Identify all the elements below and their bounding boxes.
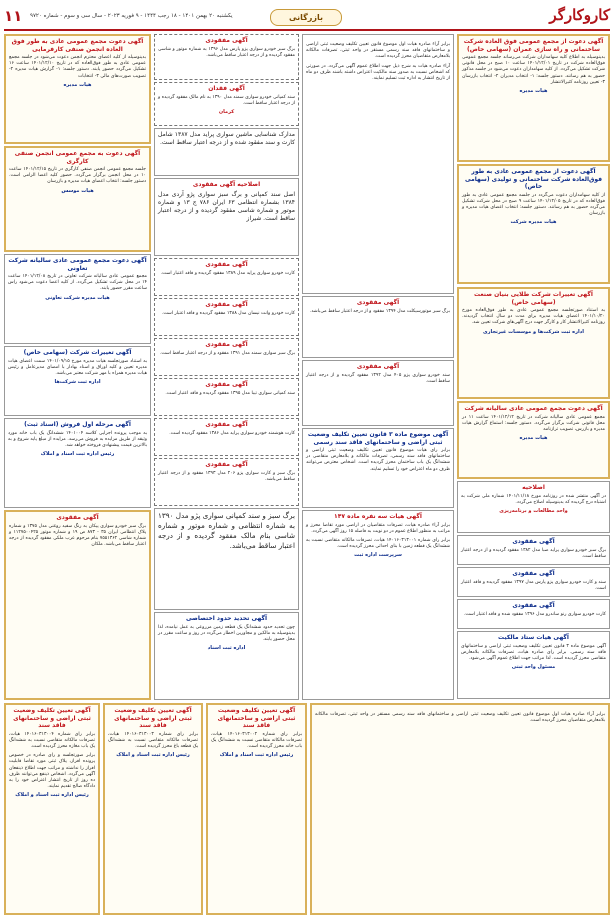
ad-block bbox=[4, 34, 151, 144]
ad-block bbox=[154, 458, 299, 506]
ad-block bbox=[154, 82, 299, 126]
ad-title: آگهی مفقودی bbox=[56, 514, 99, 521]
ad-footer: کرمان bbox=[218, 108, 235, 115]
ad-block bbox=[4, 146, 151, 252]
dateline: یکشنبه ۲۰ بهمن ۱۴۰۱ - ۱۸ رجب ۱۴۴۴ - ۹ فوریه ۲۰۲۳ - سال سی و سوم - شماره ۹۷۲۰ bbox=[30, 13, 233, 19]
ad-footer: اداره ثبت شرکت‌ها bbox=[54, 379, 101, 386]
ad-block bbox=[457, 401, 610, 479]
ad-block bbox=[4, 510, 151, 700]
ad-body: برگ سبز سواری سمند مدل ۱۳۹۱ مفقود و از درجه اعتبار ساقط است. bbox=[159, 350, 295, 356]
ad-body: مجمع عمومی عادی سالیانه شرکت در تاریخ ۱۴۰۱/۱۲/۱۲ ساعت ۱۱ در محل قانونی شرکت برگزار می‌گردد. دستور جلسه: استماع گزارش هیات مدیره و بازرس، تصویب ترازنامه bbox=[462, 414, 605, 432]
ad-body: سند کمپانی خودرو سواری سمند مدل ۱۳۹۰ به نام مالک مفقود گردیده و از درجه اعتبار ساقط است. bbox=[158, 94, 295, 106]
ad-title: آگهی فقدان bbox=[208, 85, 245, 92]
ad-footer: مسئول واحد ثبتی bbox=[511, 664, 556, 671]
ad-body: برابر رای شماره ۱۴۰۱۶۰۳۱۳۰۰۳ هیات، تصرفات مالکانه متقاضی نسبت به ششدانگ یک قطعه باغ محرز گردیده است. bbox=[108, 731, 198, 749]
ad-title: اصلاحیه آگهی مفقودی bbox=[192, 181, 261, 188]
ad-body: برگ سبز خودرو سواری پراید صبا مدل ۱۳۸۲ مفقود گردیده و از درجه اعتبار ساقط است. bbox=[461, 547, 606, 559]
ad-body: به استناد صورتجلسه هیات مدیره مورخ ۱۴۰۱/۰۹/۱۵ سمت اعضای هیات مدیره تعیین و کلیه اوراق و اسناد بهادار با امضای مدیرعامل و رئیس هیات مدیره همراه با مهر شرکت معتبر می‌باشد. bbox=[8, 358, 147, 376]
ad-body: آگهی موضوع ماده ۳ قانون تعیین تکلیف وضعیت ثبتی اراضی و ساختمانهای فاقد سند رسمی. برابر رای صادره هیات، تصرفات مالکانه بلامعارض متقاضی محرز گردیده است. لذا مراتب جهت اطلاع عموم آگهی می‌شود. bbox=[461, 643, 607, 661]
ad-body: کارت هوشمند خودرو سواری پراید مدل ۱۳۸۶ مفقود گردیده است. bbox=[169, 430, 295, 436]
ad-body: در آگهی منتشر شده در روزنامه مورخ ۱۴۰۱/۱۱/۱۸ شماره ملی شرکت به اشتباه درج گردیده که بدینوسیله اصلاح می‌گردد. bbox=[461, 493, 606, 505]
ad-title: آگهی تغییرات شرکت طلایی بنیان صنعت (سهامی خاص) bbox=[474, 291, 593, 306]
ad-title: آگهی مفقودی bbox=[205, 381, 248, 388]
ad-body: به استناد صورتجلسه مجمع عمومی عادی به طور فوق‌العاده مورخ ۱۴۰۱/۱۰/۲۰ اعضای هیات مدیره برای مدت دو سال انتخاب گردیدند. روزنامه کثیرالانتشار کار و کارگر جهت درج آگهی‌های شرکت تعیین شد. bbox=[462, 308, 605, 326]
ad-body: جلسه مجمع عمومی انجمن صنفی کارگری در تاریخ ۱۴۰۱/۱۲/۱۵ ساعت ۱۰ در محل انجمن برگزار می‌گردد. حضور کلیه اعضا الزامی است. دستور جلسه: انتخاب اعضای هیات مدیره و بازرسان bbox=[9, 167, 147, 185]
ad-block bbox=[154, 418, 299, 456]
ad-footer: هیات مدیره شرکت bbox=[510, 219, 557, 226]
ad-block bbox=[457, 631, 610, 699]
ad-body: برگ سبز و کارت سواری پژو ۲۰۶ مدل ۱۳۹۳ مفقود و از درجه اعتبار ساقط می‌باشد. bbox=[158, 470, 295, 482]
ad-body: برابر آراء صادره هیات اول موضوع قانون تعیین تکلیف وضعیت ثبتی اراضی و ساختمانهای فاقد سند رسمی مستقر در واحد ثبتی، تصرفات مالکانه بلامعارض متقاضیان محرز گردیده است. bbox=[315, 712, 605, 724]
ad-body: بدینوسیله به اطلاع کلیه سهامداران شرکت می‌رساند جلسه مجمع عمومی فوق‌العاده شرکت در تاریخ ۱۴۰۱/۱۲/۰۱ ساعت ۱۰ صبح در محل قانونی شرکت تشکیل می‌گردد. از کلیه سهامداران دعوت می‌شود در جلسه مذکور حضور به هم رسانند. دستور جلسه: ۱- انتخاب مدیران ۲- انتخاب بازرسان ۳- تعیین روزنامه کثیرالانتشار bbox=[462, 55, 605, 85]
ad-title: آگهی مفقودی bbox=[205, 421, 248, 428]
ad-title: آگهی موضوع ماده ۳ قانون تعیین تکلیف وضعیت ثبتی اراضی و ساختمانهای فاقد سند رسمی bbox=[307, 431, 449, 446]
header-rule bbox=[4, 29, 610, 31]
ad-title: آگهی هیات ستاد مالکیت bbox=[498, 634, 569, 641]
ad-title: آگهی مفقودی bbox=[512, 602, 555, 609]
ad-title: آگهی دعوت از مجمع عمومی عادی به طور فوق‌العاده شرکت ساختمانی و تولیدی (سهامی خاص) bbox=[464, 168, 603, 190]
ad-body: برابر صورتجلسه و رای صادره در خصوص پرونده افراز، پلاک ثبتی مورد تقاضا قابلیت افراز را نداشته و مراتب جهت اطلاع ذینفعان آگهی می‌گردد. اشخاص ذینفع می‌توانند ظرف ده روز از تاریخ انتشار اعتراض خود را به دادگاه صالح تقدیم نمایند. bbox=[9, 753, 95, 790]
ad-block bbox=[302, 296, 454, 358]
ad-block bbox=[302, 428, 454, 508]
ad-body: چون تحدید حدود ششدانگ یک قطعه زمین مزروعی به عمل نیامده، لذا بدینوسیله به مالکین و مجاورین اخطار می‌گردد در روز و ساعت مقرر در محل حضور یابند. bbox=[158, 624, 295, 642]
ad-title: آگهی دعوت به مجمع عمومی انجمن صنفی کارگری bbox=[14, 150, 141, 165]
ad-footer: هیات مدیره شرکت تعاونی bbox=[45, 294, 110, 301]
ad-footer: هیات مدیره bbox=[519, 88, 548, 95]
ad-body: آراء صادره هیات به شرح ذیل جهت اطلاع عموم آگهی می‌گردد. در صورتی که اشخاص نسبت به صدور سند مالکیت اعتراض داشته باشند ظرف دو ماه از تاریخ انتشار به اداره ثبت تسلیم نمایند. bbox=[306, 63, 450, 82]
ad-block bbox=[457, 535, 610, 565]
ad-body: برگ سبز خودرو سواری پیکان به رنگ سفید روغنی مدل ۱۳۷۵ و شماره پلاک انتظامی ایران ۳۵ - ۸۷۳ ص ۱۹ و شماره موتور ۱۱۲۷۵۰۰۴۲۵ و شماره شاسی ۷۵۵۱۳۶۲ بنام مرحوم عرب ملکی مفقود گردیده از درجه اعتبار ساقط می‌باشد. ملکان bbox=[9, 523, 146, 548]
ad-block bbox=[302, 34, 454, 294]
masthead bbox=[4, 6, 610, 28]
ad-body: برگ سبز و سند کمپانی سواری پژو مدل ۱۳۹۰ به شماره انتظامی و شماره موتور و شماره شاسی بنام مالک مفقود گردیده و از درجه اعتبار ساقط می‌باشد. bbox=[158, 511, 295, 550]
ad-body: مدارک شناسایی ماشین سواری پراید مدل ۱۳۸۷ شامل کارت و سند مفقود شده و از درجه اعتبار ساقط است. bbox=[158, 131, 295, 146]
ad-title: آگهی مفقودی bbox=[205, 261, 248, 268]
page-number: ۱۱ bbox=[4, 7, 23, 25]
ad-body: برابر آراء صادره هیات، تصرفات متقاضیان در اراضی مورد تقاضا محرز و مراتب به منظور اطلاع عموم در دو نوبت به فاصله ۱۵ روز آگهی می‌گردد. bbox=[306, 522, 450, 534]
ad-body: به موجب پرونده اجرایی کلاسه ۱۴۰۱۰۰۴ ششدانگ یک باب خانه مورد وثیقه از طریق مزایده به فروش می‌رسد. مزایده از مبلغ پایه شروع و به بالاترین قیمت پیشنهادی فروخته خواهد شد. bbox=[8, 430, 147, 448]
ad-footer: سرپرست اداره ثبت bbox=[354, 552, 402, 559]
ad-title: آگهی دعوت مجمع عمومی عادی به طور فوق العاده انجمن صنفی کارفرمایی bbox=[11, 38, 144, 53]
ad-body: کارت خودرو سواری رنو ساندرو مدل ۱۳۹۶ مفقود شده و فاقد اعتبار است. bbox=[463, 611, 606, 617]
ad-footer: رئیس اداره ثبت اسناد و املاک bbox=[116, 752, 190, 759]
ad-body: سند کمپانی سواری تیبا مدل ۱۳۹۵ مفقود گردیده و فاقد اعتبار است. bbox=[165, 390, 295, 396]
ad-block bbox=[457, 287, 610, 399]
ad-body: بدینوسیله از کلیه اعضای محترم انجمن دعوت می‌شود در جلسه مجمع عمومی عادی به طور فوق‌العاده که در تاریخ ۱۴۰۱/۱۲/۱۰ ساعت ۱۶ تشکیل می‌گردد حضور یابند. دستور جلسه: ۱- گزارش هیات مدیره ۲- تصویب صورت‌های مالی ۳- انتخابات bbox=[9, 55, 146, 79]
ad-title: آگهی دعوت از مجمع عمومی فوق العاده شرکت ساختمانی و راه سازی عمران (سهامی خاص) bbox=[463, 38, 604, 53]
section-badge: بازرگانی bbox=[270, 9, 342, 26]
ad-block bbox=[457, 164, 610, 284]
ad-body: مجمع عمومی عادی سالیانه شرکت تعاونی در تاریخ ۱۴۰۱/۱۲/۰۸ ساعت ۱۴ در محل شرکت تشکیل می‌گردد. از کلیه اعضا دعوت می‌شود راس ساعت مقرر حضور یابند. bbox=[8, 274, 147, 292]
newspaper-logo: کاروکارگر bbox=[549, 6, 610, 24]
ad-block bbox=[302, 510, 454, 700]
ad-footer: رئیس اداره ثبت اسناد و املاک bbox=[40, 451, 115, 458]
ad-block bbox=[4, 346, 151, 416]
ad-block bbox=[154, 612, 299, 700]
ad-body: برگ سبز موتورسیکلت مدل ۱۳۹۴ مفقود و از درجه اعتبار ساقط می‌باشد. bbox=[309, 308, 450, 314]
ad-title: آگهی تغییرات شرکت (سهامی خاص) bbox=[23, 349, 132, 356]
ad-body: سند و کارت خودرو سواری پژو پارس مدل ۱۳۹۷ مفقود گردیده و فاقد اعتبار است. bbox=[461, 579, 606, 591]
ad-block bbox=[310, 703, 610, 915]
ad-title: آگهی مفقودی bbox=[205, 301, 248, 308]
ad-block bbox=[4, 254, 151, 344]
ad-title: آگهی مفقودی bbox=[512, 538, 555, 545]
ad-title: آگهی تعیین تکلیف وضعیت ثبتی اراضی و ساختمانهای فاقد سند bbox=[217, 707, 296, 729]
ad-footer: اداره ثبت شرکت‌ها و موسسات غیرتجاری bbox=[483, 328, 584, 335]
ad-body: اصل سند کمپانی و برگ سبز سواری پژو آردی مدل ۱۳۸۴ بشماره انتظامی ۶۳ ایران ۷۸۶ ج ۱۳ و شماره موتور و شماره شاسی مفقود گردیده و از درجه اعتبار ساقط است. شیراز bbox=[158, 190, 296, 222]
ad-title: آگهی دعوت مجمع عمومی عادی سالیانه شرکت تعاونی bbox=[8, 257, 147, 272]
ad-body: کارت خودرو سواری پراید مدل ۱۳۸۹ مفقود گردیده و فاقد اعتبار است. bbox=[160, 270, 295, 276]
ad-footer: رئیس اداره ثبت اسناد و املاک bbox=[15, 792, 89, 799]
ad-body: برابر آراء صادره هیات اول موضوع قانون تعیین تکلیف وضعیت ثبتی اراضی و ساختمانهای فاقد سند رسمی مستقر در واحد ثبتی، تصرفات مالکانه بلامعارض متقاضیان محرز گردیده است. bbox=[306, 42, 450, 60]
ad-title: آگهی مرحله اول فروش (اسناد ثبت) bbox=[24, 421, 131, 428]
ad-block bbox=[457, 567, 610, 597]
ad-body: برابر رای شماره ۱۴۰۱۶۰۳۱۳۰۰۲ هیات، تصرفات مالکانه متقاضی نسبت به ششدانگ یک باب خانه محرز گردیده است. bbox=[211, 731, 302, 749]
ad-block bbox=[302, 360, 454, 426]
ad-footer: هیات مدیره bbox=[63, 81, 92, 88]
ad-block bbox=[154, 338, 299, 376]
ad-body: برابر رای شماره ۱۴۰۱۶۰۳۱۳۰۰۱ هیات، تصرفات مالکانه متقاضی نسبت به ششدانگ یک قطعه زمین با بنای احداثی محرز گردیده است. bbox=[306, 537, 451, 550]
ad-block bbox=[457, 481, 610, 533]
ad-block bbox=[154, 258, 299, 296]
ad-title: آگهی دعوت مجمع عمومی عادی سالیانه شرکت bbox=[464, 405, 603, 412]
ad-block bbox=[103, 703, 203, 915]
ad-title: آگهی مفقودی bbox=[205, 37, 248, 44]
ad-body: از کلیه سهامداران دعوت می‌گردد در جلسه مجمع عمومی عادی به طور فوق‌العاده که در تاریخ ۱۴۰۱/۱۲/۰۵ ساعت ۹ صبح در محل شرکت تشکیل می‌گردد حضور به هم رسانند. دستور جلسه: انتخاب اعضای هیات مدیره و بازرسان bbox=[462, 192, 605, 217]
ad-block bbox=[457, 599, 610, 629]
ad-block bbox=[4, 703, 100, 915]
ad-title: آگهی مفقودی bbox=[205, 461, 248, 468]
ad-title: آگهی تعیین تکلیف وضعیت ثبتی اراضی و ساختمانهای فاقد سند bbox=[13, 707, 91, 729]
ad-body: برابر رای شماره ۱۴۰۱۶۰۳۱۳۰۰۴ هیات، تصرفات مالکانه متقاضی نسبت به ششدانگ یک باب مغازه محرز گردیده است. bbox=[9, 731, 95, 749]
ad-title: آگهی تحدید حدود اختصاصی bbox=[185, 615, 268, 622]
ad-body: سند خودرو سواری پژو ۴۰۵ مدل ۱۳۹۲ مفقود گردیده و از درجه اعتبار ساقط است. bbox=[306, 372, 451, 384]
ad-block bbox=[154, 34, 299, 80]
ad-title: اصلاحیه bbox=[522, 484, 545, 491]
ad-footer: هیات موسس bbox=[61, 187, 94, 194]
ad-footer: اداره ثبت اسناد bbox=[207, 645, 246, 652]
ad-block bbox=[154, 298, 299, 336]
ad-block bbox=[154, 508, 299, 610]
ad-footer: رئیس اداره ثبت اسناد و املاک bbox=[219, 752, 294, 759]
ad-block bbox=[457, 34, 610, 162]
ad-block bbox=[206, 703, 307, 915]
ad-block bbox=[154, 128, 299, 176]
ad-block bbox=[154, 378, 299, 416]
ad-title: آگهی هیات سه نفره ماده ۱۴۷ bbox=[334, 513, 422, 520]
ad-title: آگهی مفقودی bbox=[356, 363, 400, 370]
ad-block bbox=[154, 178, 299, 256]
ad-body: برابر رای هیات موضوع قانون تعیین تکلیف وضعیت ثبتی اراضی و ساختمانهای فاقد سند رسمی، تصرفات مالکانه و بلامعارض متقاضی در ششدانگ یک باب ساختمان محرز گردیده است. اشخاص معترض می‌توانند ظرف دو ماه اعتراض خود را تسلیم نمایند. bbox=[306, 448, 450, 472]
ad-body: کارت خودرو وانت نیسان مدل ۱۳۸۸ مفقود گردیده و فاقد اعتبار است. bbox=[161, 310, 295, 316]
ad-footer: هیات مدیره bbox=[519, 435, 548, 442]
ad-title: آگهی مفقودی bbox=[356, 299, 400, 306]
ad-block bbox=[4, 418, 151, 508]
ad-title: آگهی مفقودی bbox=[512, 570, 555, 577]
ad-title: آگهی مفقودی bbox=[205, 341, 248, 348]
ad-footer: واحد مطالعات و برنامه‌ریزی bbox=[499, 507, 568, 514]
ad-title: آگهی تعیین تکلیف وضعیت ثبتی اراضی و ساختمانهای فاقد سند bbox=[114, 707, 192, 729]
ad-body: برگ سبز خودرو سواری پژو پارس مدل ۱۳۹۶ به شماره موتور و شاسی مفقود گردیده و از درجه اعتبار ساقط می‌باشد. bbox=[158, 46, 296, 58]
